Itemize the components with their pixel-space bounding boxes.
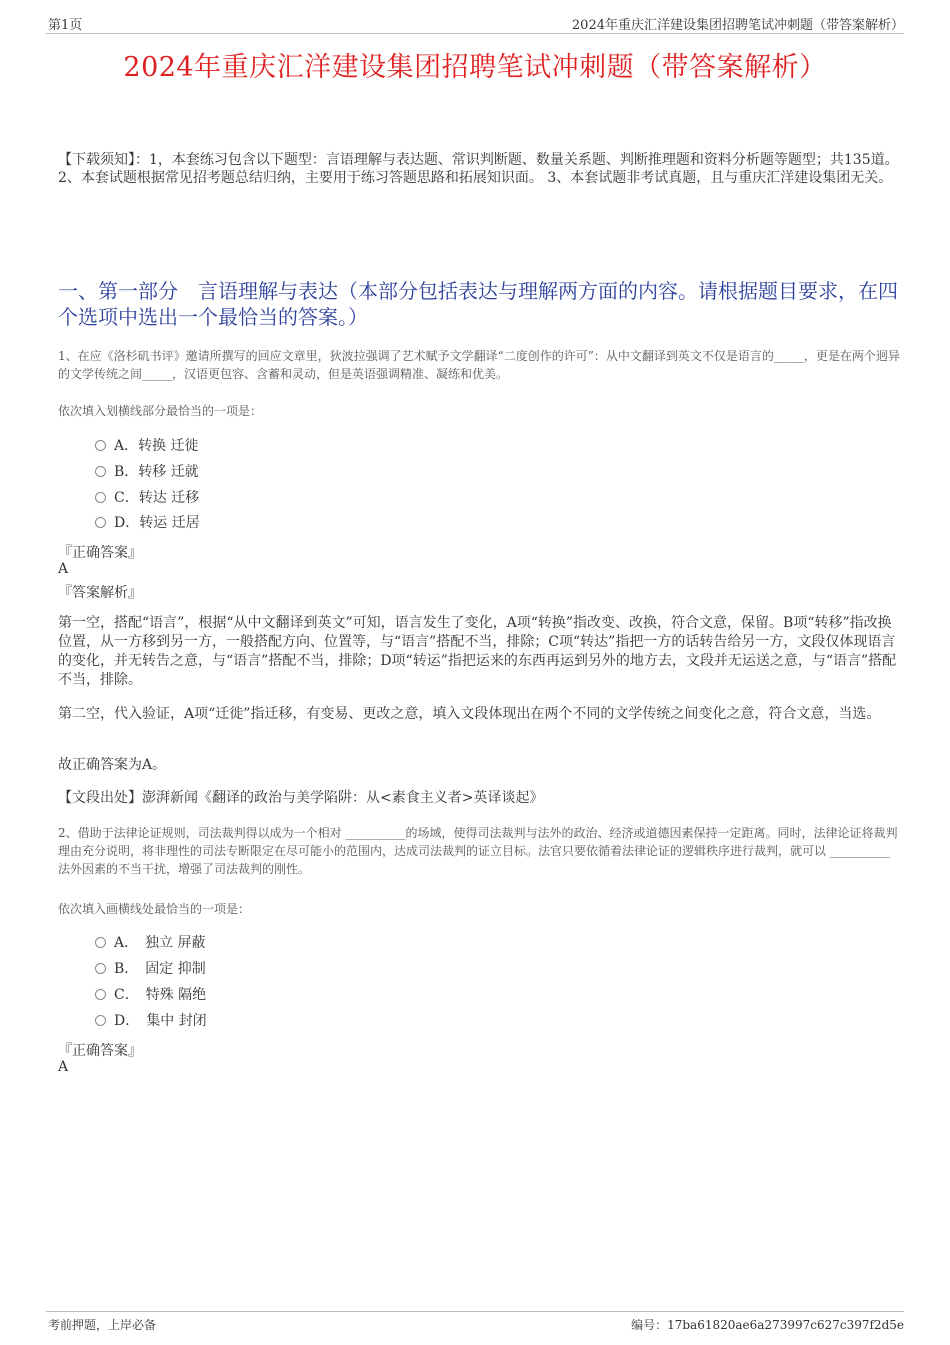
question-1-instruction: 依次填入划横线部分最恰当的一项是： xyxy=(58,404,263,418)
header-divider xyxy=(46,33,904,34)
question-1-analysis-label: 『答案解析』 xyxy=(58,585,142,601)
radio-icon[interactable] xyxy=(95,492,106,503)
question-1-answer-label: 『正确答案』 xyxy=(58,545,142,561)
question-1-option-b[interactable]: B．转移 迁就 xyxy=(95,462,199,482)
question-2-option-b[interactable]: B． 固定 抑制 xyxy=(95,959,206,979)
radio-icon[interactable] xyxy=(95,517,106,528)
question-2-instruction: 依次填入画横线处最恰当的一项是： xyxy=(58,902,251,916)
question-2-option-c[interactable]: C． 特殊 隔绝 xyxy=(95,985,206,1005)
radio-icon[interactable] xyxy=(95,440,106,451)
question-1-option-d[interactable]: D．转运 迁居 xyxy=(95,513,200,533)
question-1-analysis-p3: 故正确答案为A。 xyxy=(58,757,167,773)
question-1-analysis-p1: 第一空，搭配“语言”，根据“从中文翻译到英文”可知，语言发生了变化，A项“转换”指改变、改换，符合文意，保留。B项“转移”指改换位置，从一方移到另一方，一般搭配方向、位置等，与“语言”搭配不当，排除；C项“转达”指把一方的话转告给另一方，文段仅体现语言的变化，并无转告之意，与“语言”搭配不当，排除；D项“转运”指把运来的东西再运到另外的地方去，文段并无运送之意，与“语言”搭配不当，排除。 xyxy=(58,615,897,688)
radio-icon[interactable] xyxy=(95,466,106,477)
footer-serial: 编号：17ba61820ae6a273997c627c397f2d5e xyxy=(631,1318,904,1332)
question-1-option-c[interactable]: C．转达 迁移 xyxy=(95,488,199,508)
page-number: 第1页 xyxy=(48,18,83,33)
radio-icon[interactable] xyxy=(95,937,106,948)
footer-slogan: 考前押题，上岸必备 xyxy=(48,1318,157,1332)
question-1-answer: A xyxy=(58,561,69,577)
page-title: 2024年重庆汇洋建设集团招聘笔试冲刺题（带答案解析） xyxy=(123,52,827,83)
question-2-answer: A xyxy=(58,1059,69,1075)
radio-icon[interactable] xyxy=(95,1015,106,1026)
question-1-analysis-p2: 第二空，代入验证，A项“迁徙”指迁移，有变易、更改之意，填入文段体现出在两个不同的文学传统之间变化之意，符合文意，当选。 xyxy=(58,706,881,722)
question-1-text: 1、在应《洛杉矶书评》邀请所撰写的回应文章里，狄波拉强调了艺术赋予文学翻译“二度创作的许可”：从中文翻译到英文不仅是语言的_____，更是在两个迥异的文学传统之间_____，汉语更包容、含蓄和灵动，但是英语强调精准、凝练和优美。 xyxy=(58,349,900,381)
section-title: 一、第一部分 言语理解与表达（本部分包括表达与理解两方面的内容。请根据题目要求，在四个选项中选出一个最恰当的答案。） xyxy=(58,279,898,329)
radio-icon[interactable] xyxy=(95,989,106,1000)
header-doc-title: 2024年重庆汇洋建设集团招聘笔试冲刺题（带答案解析） xyxy=(571,18,904,33)
download-notice: 【下载须知】：1，本套练习包含以下题型：言语理解与表达题、常识判断题、数量关系题、判断推理题和资料分析题等题型；共135道。 2、本套试题根据常见招考题总结归纳，主要用于练习答题思路和拓展知识面。 3、本套试题非考试真题，且与重庆汇洋建设集团无关。 xyxy=(58,152,899,186)
question-2-option-d[interactable]: D． 集中 封闭 xyxy=(95,1011,207,1031)
question-1-option-a[interactable]: A．转换 迁徙 xyxy=(95,436,199,456)
footer-divider xyxy=(46,1311,904,1312)
radio-icon[interactable] xyxy=(95,963,106,974)
question-1-source: 【文段出处】澎湃新闻《翻译的政治与美学陷阱：从<素食主义者>英译谈起》 xyxy=(58,790,544,806)
question-2-text: 2、借助于法律论证规则，司法裁判得以成为一个相对 __________的场域，使得司法裁判与法外的政治、经济或道德因素保持一定距离。同时，法律论证将裁判理由充分说明，将非理性的司法专断限定在尽可能小的范围内，达成司法裁判的证立目标。法官只要依循着法律论证的逻辑秩序进行裁判，就可以 __________法外因素的不当干扰，增强了司法裁判的刚性。 xyxy=(58,826,898,876)
question-2-answer-label: 『正确答案』 xyxy=(58,1043,142,1059)
question-2-option-a[interactable]: A． 独立 屏蔽 xyxy=(95,933,206,953)
